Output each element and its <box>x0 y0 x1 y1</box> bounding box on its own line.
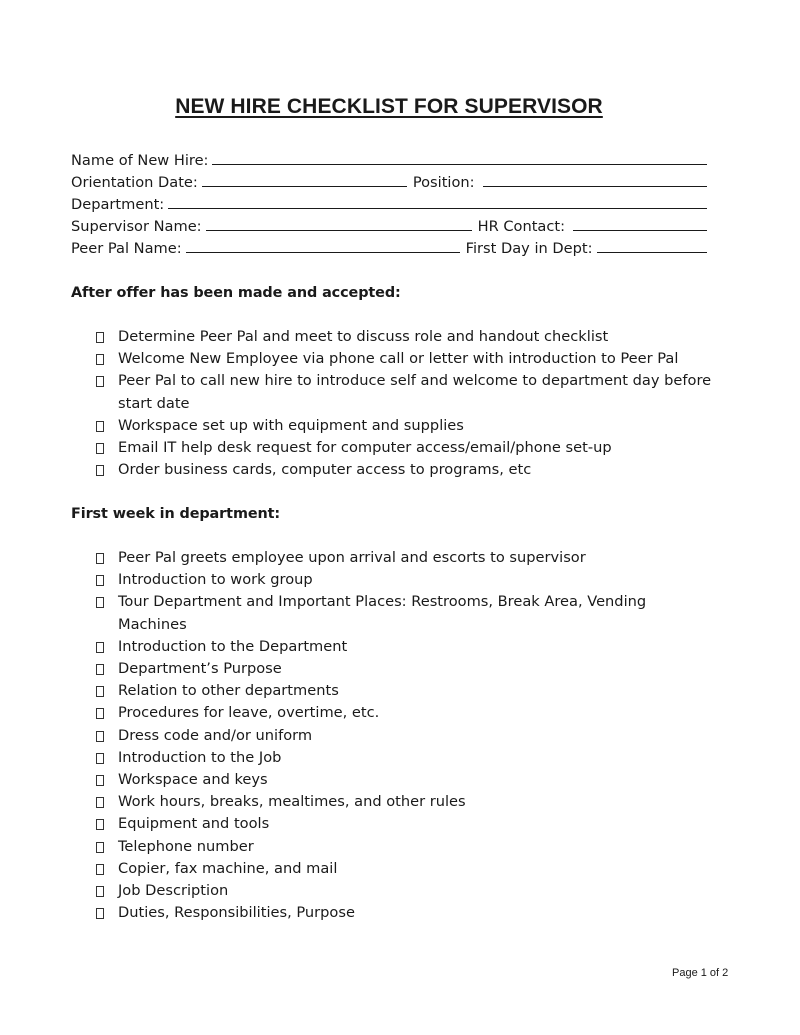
checklist-item <box>96 348 716 370</box>
peer-pal-name-line[interactable] <box>186 237 460 253</box>
checklist-item-label: Copier, fax machine, and mail <box>118 859 338 877</box>
checkbox-icon[interactable] <box>96 797 104 808</box>
checkbox-icon[interactable] <box>96 731 104 742</box>
position-label: Position: <box>412 174 475 191</box>
section-heading-first-week: First week in department: <box>71 506 281 522</box>
checklist-item <box>96 747 716 769</box>
checklist-item <box>96 702 716 724</box>
checkbox-icon[interactable] <box>96 686 104 697</box>
checkbox-icon[interactable] <box>96 376 104 387</box>
checkbox-icon[interactable] <box>96 443 104 454</box>
checkbox-icon[interactable] <box>96 753 104 764</box>
page-number: Page 1 of 2 <box>672 967 729 979</box>
new-hire-info-fields <box>71 149 707 259</box>
checkbox-icon[interactable] <box>96 597 104 608</box>
checklist-item-label: Introduction to the Department <box>118 637 348 655</box>
checklist-item-label: Relation to other departments <box>118 682 339 700</box>
checklist-item-label: Telephone number <box>118 837 254 855</box>
supervisor-name-line[interactable] <box>206 215 472 231</box>
checklist-item <box>96 791 716 813</box>
checkbox-icon[interactable] <box>96 553 104 564</box>
name-of-new-hire-label: Name of New Hire: <box>71 152 209 169</box>
checklist-item <box>96 326 716 348</box>
checklist-item-label: Dress code and/or uniform <box>118 726 313 744</box>
department-line[interactable] <box>168 193 707 209</box>
checklist-item <box>96 437 716 459</box>
checklist-item-label: Workspace and keys <box>118 771 268 789</box>
checkbox-icon[interactable] <box>96 708 104 719</box>
supervisor-name-label: Supervisor Name: <box>71 218 202 235</box>
checklist-item <box>96 547 716 569</box>
checklist-item <box>96 459 716 481</box>
checklist-item <box>96 725 716 747</box>
checkbox-icon[interactable] <box>96 775 104 786</box>
department-label: Department: <box>71 196 165 213</box>
checkbox-icon[interactable] <box>96 575 104 586</box>
position-line[interactable] <box>483 171 707 187</box>
checklist-item-label: Work hours, breaks, mealtimes, and other rules <box>118 793 466 811</box>
checklist-item-label: Duties, Responsibilities, Purpose <box>118 904 355 922</box>
checklist-first-week <box>96 547 716 924</box>
checklist-item-label: Tour Department and Important Places: Restrooms, Break Area, Vending Machines <box>118 593 647 633</box>
checklist-item <box>96 836 716 858</box>
section-heading-after-offer: After offer has been made and accepted: <box>71 285 401 301</box>
orientation-date-row <box>71 171 707 193</box>
checklist-item <box>96 636 716 658</box>
supervisor-name-row <box>71 215 707 237</box>
checkbox-icon[interactable] <box>96 886 104 897</box>
checklist-item-label: Equipment and tools <box>118 815 270 833</box>
checklist-item <box>96 415 716 437</box>
checklist-item-label: Introduction to the Job <box>118 748 282 766</box>
checklist-after-offer <box>96 326 716 481</box>
orientation-date-line[interactable] <box>202 171 407 187</box>
checkbox-icon[interactable] <box>96 908 104 919</box>
checkbox-icon[interactable] <box>96 819 104 830</box>
orientation-date-label: Orientation Date: <box>71 174 198 191</box>
checklist-item-label: Order business cards, computer access to programs, etc <box>118 461 532 479</box>
checklist-item-label: Email IT help desk request for computer access/email/phone set-up <box>118 439 612 457</box>
name-of-new-hire-line[interactable] <box>212 149 707 165</box>
checklist-item <box>96 658 716 680</box>
checklist-item-label: Job Description <box>118 882 229 900</box>
checklist-item <box>96 880 716 902</box>
checklist-item-label: Peer Pal to call new hire to introduce self and welcome to department day before start date <box>118 372 712 412</box>
checkbox-icon[interactable] <box>96 465 104 476</box>
checkbox-icon[interactable] <box>96 332 104 343</box>
checklist-item-label: Procedures for leave, overtime, etc. <box>118 704 380 722</box>
checkbox-icon[interactable] <box>96 842 104 853</box>
checklist-item <box>96 591 716 635</box>
checklist-item <box>96 370 716 414</box>
checklist-item-label: Workspace set up with equipment and supplies <box>118 416 464 434</box>
checklist-item-label: Introduction to work group <box>118 571 313 589</box>
department-row <box>71 193 707 215</box>
document-title: NEW HIRE CHECKLIST FOR SUPERVISOR <box>175 95 603 118</box>
checkbox-icon[interactable] <box>96 354 104 365</box>
peer-pal-name-label: Peer Pal Name: <box>71 240 182 257</box>
checkbox-icon[interactable] <box>96 864 104 875</box>
checklist-item <box>96 858 716 880</box>
checklist-item-label: Department’s Purpose <box>118 660 282 678</box>
hr-contact-label: HR Contact: <box>477 218 566 235</box>
checklist-item <box>96 769 716 791</box>
first-day-in-dept-label: First Day in Dept: <box>465 240 593 257</box>
checklist-item-label: Determine Peer Pal and meet to discuss role and handout checklist <box>118 328 609 345</box>
first-day-in-dept-line[interactable] <box>597 237 707 253</box>
checklist-item <box>96 569 716 591</box>
checkbox-icon[interactable] <box>96 421 104 432</box>
checkbox-icon[interactable] <box>96 642 104 653</box>
checklist-item-label: Peer Pal greets employee upon arrival and escorts to supervisor <box>118 549 586 566</box>
checklist-item <box>96 902 716 924</box>
checklist-item-label: Welcome New Employee via phone call or letter with introduction to Peer Pal <box>118 350 679 368</box>
hr-contact-line[interactable] <box>573 215 707 231</box>
name-of-new-hire-row <box>71 149 707 171</box>
checklist-item <box>96 680 716 702</box>
checkbox-icon[interactable] <box>96 664 104 675</box>
checklist-item <box>96 813 716 835</box>
peer-pal-name-row <box>71 237 707 259</box>
